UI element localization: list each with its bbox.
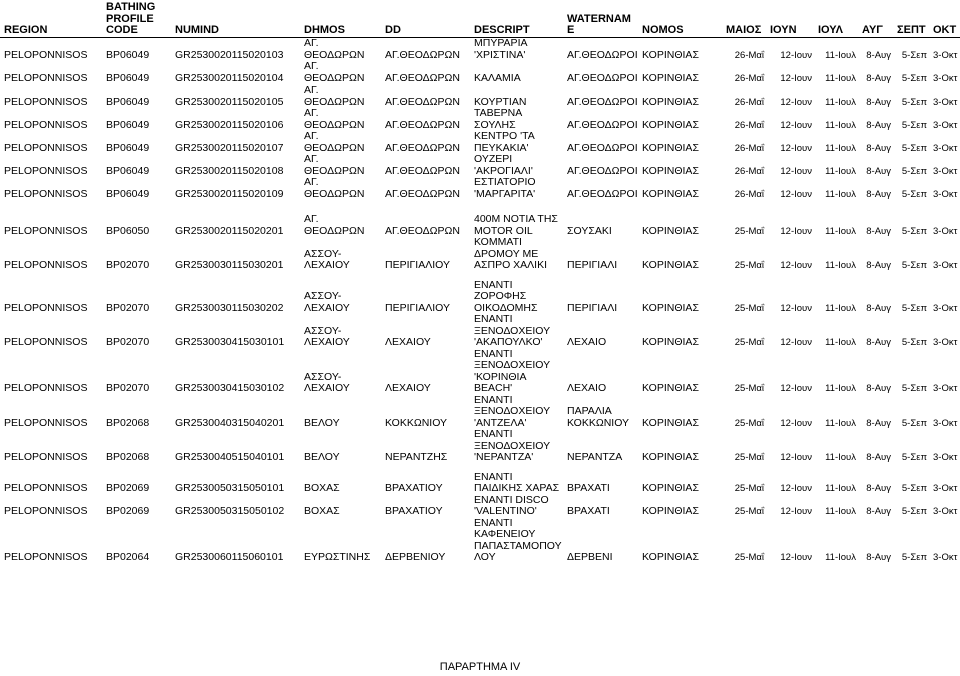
date-aug-cell: 8-Αυγ [866, 142, 891, 154]
dd-cell: ΒΡΑΧΑΤΙΟΥ [385, 482, 443, 494]
nomos-cell: ΚΟΡΙΝΘΙΑΣ [642, 301, 699, 314]
nomos-cell: ΚΟΡΙΝΘΙΑΣ [642, 551, 699, 563]
date-aug-cell: 8-Αυγ [866, 552, 891, 563]
date-jul-cell: 11-Ιουλ [825, 72, 856, 84]
date-jul-cell: 11-Ιουλ [825, 383, 856, 394]
date-may-cell: 25-Μαΐ [734, 260, 764, 271]
table-row [0, 314, 960, 349]
numind-cell: GR2530030115030202 [175, 301, 284, 314]
code-cell: BP02070 [106, 382, 150, 394]
dhmos-cell: ΑΓ. ΘΕΟΔΩΡΩΝ [304, 154, 365, 177]
descript-cell: ΕΝΑΝΤΙ ΞΕΝΟΔΟΧΕΙΟΥ 'ΑΝΤΖΕΛΑ' [474, 394, 550, 429]
code-cell: BP02068 [106, 416, 150, 429]
date-oct-cell: 3-Οκτ [933, 165, 958, 177]
dhmos-cell: ΑΣΣΟΥ-ΛΕΧΑΙΟΥ [304, 247, 350, 271]
column-header: ΙΟΥΛ [814, 0, 858, 37]
numind-cell: GR2530030415030102 [175, 382, 285, 394]
nomos-cell: ΚΟΡΙΝΘΙΑΣ [642, 224, 699, 237]
column-header: DHMOS [300, 0, 381, 37]
dd-cell: ΑΓ.ΘΕΟΔΩΡΩΝ [385, 224, 460, 237]
numind-cell: GR2530020115020108 [175, 164, 284, 177]
date-jul-cell: 11-Ιουλ [825, 417, 856, 429]
region-cell: PELOPONNISOS [4, 259, 88, 271]
watername-cell: ΔΕΡΒΕΝΙ [567, 551, 613, 563]
date-may-cell: 26-Μαΐ [734, 49, 764, 61]
date-sep-cell: 5-Σεπ [901, 142, 927, 154]
table-row [0, 37, 960, 61]
dd-cell: ΑΓ.ΘΕΟΔΩΡΩΝ [385, 187, 460, 200]
region-cell: PELOPONNISOS [4, 118, 88, 131]
table-row [0, 131, 960, 154]
date-oct-cell: 3-Οκτ [933, 49, 958, 61]
date-sep-cell: 5-Σεπ [901, 417, 927, 429]
descript-cell: ΚΕΝΤΡΟ 'ΤΑ ΠΕΥΚΑΚΙΑ' [474, 131, 535, 154]
date-aug-cell: 8-Αυγ [866, 417, 891, 429]
date-jul-cell: 11-Ιουλ [825, 552, 856, 563]
date-jun-cell: 12-Ιουν [780, 383, 812, 394]
date-aug-cell: 8-Αυγ [866, 96, 891, 108]
date-jun-cell: 12-Ιουν [780, 260, 812, 271]
descript-cell: ΚΑΛΑΜΙΑ [474, 71, 521, 84]
date-oct-cell: 3-Οκτ [933, 188, 958, 200]
date-aug-cell: 8-Αυγ [866, 302, 891, 314]
region-cell: PELOPONNISOS [4, 382, 88, 394]
descript-cell: ΕΣΤΙΑΤΟΡΙΟ 'ΜΑΡΓΑΡΙΤΑ' [474, 177, 536, 200]
date-aug-cell: 8-Αυγ [866, 483, 891, 494]
nomos-cell: ΚΟΡΙΝΘΙΑΣ [642, 71, 699, 84]
date-jun-cell: 12-Ιουν [780, 165, 812, 177]
watername-cell: ΑΓ.ΘΕΟΔΩΡΟΙ [567, 71, 638, 84]
dd-cell: ΚΟΚΚΩΝΙΟΥ [385, 416, 448, 429]
date-may-cell: 25-Μαΐ [734, 552, 764, 563]
dhmos-cell: ΒΕΛΟΥ [304, 416, 340, 429]
code-cell: BP02070 [106, 259, 150, 271]
numind-cell: GR2530030415030101 [175, 336, 285, 348]
date-sep-cell: 5-Σεπ [901, 260, 927, 271]
dhmos-cell: ΑΣΣΟΥ-ΛΕΧΑΙΟΥ [304, 370, 350, 394]
dhmos-cell: ΒΟΧΑΣ [304, 482, 340, 494]
descript-cell: ΕΝΑΝΤΙ ΞΕΝΟΔΟΧΕΙΟΥ 'ΚΟΡΙΝΘΙΑ BEACH' [474, 348, 550, 394]
date-jun-cell: 12-Ιουν [780, 188, 812, 200]
numind-cell: GR2530040315040201 [175, 416, 285, 429]
watername-cell: ΝΕΡΑΝΤΖΑ [567, 451, 623, 463]
date-jul-cell: 11-Ιουλ [825, 506, 856, 517]
column-header: ΙΟΥΝ [766, 0, 814, 37]
nomos-cell: ΚΟΡΙΝΘΙΑΣ [642, 451, 699, 463]
date-sep-cell: 5-Σεπ [901, 337, 927, 348]
column-header: ΑΥΓ [858, 0, 893, 37]
watername-cell: ΑΓ.ΘΕΟΔΩΡΟΙ [567, 48, 638, 61]
date-aug-cell: 8-Αυγ [866, 119, 891, 131]
code-cell: BP06049 [106, 118, 150, 131]
date-may-cell: 25-Μαΐ [734, 483, 764, 494]
table-row [0, 61, 960, 84]
date-jun-cell: 12-Ιουν [780, 552, 812, 563]
date-aug-cell: 8-Αυγ [866, 188, 891, 200]
nomos-cell: ΚΟΡΙΝΘΙΑΣ [642, 416, 699, 429]
dd-cell: ΑΓ.ΘΕΟΔΩΡΩΝ [385, 164, 460, 177]
code-cell: BP02070 [106, 301, 150, 314]
descript-cell: ΕΝΑΝΤΙ ΠΑΙΔΙΚΗΣ ΧΑΡΑΣ [474, 471, 560, 494]
date-oct-cell: 3-Οκτ [933, 452, 958, 463]
numind-cell: GR2530030115030201 [175, 259, 284, 271]
date-may-cell: 25-Μαΐ [734, 302, 764, 314]
watername-cell: ΠΕΡΙΓΙΑΛΙ [567, 259, 618, 271]
column-header: BATHING PROFILE CODE [102, 0, 171, 37]
code-cell: BP06049 [106, 141, 150, 154]
table-row [0, 177, 960, 200]
date-may-cell: 25-Μαΐ [734, 337, 764, 348]
date-may-cell: 26-Μαΐ [734, 119, 764, 131]
date-aug-cell: 8-Αυγ [866, 225, 891, 237]
table-row [0, 237, 960, 272]
date-jun-cell: 12-Ιουν [780, 142, 812, 154]
descript-cell: ΕΝΑΝΤΙ ΖΟΡΟΦΗΣ ΟΙΚΟΔΟΜΗΣ [474, 279, 538, 314]
date-sep-cell: 5-Σεπ [901, 225, 927, 237]
date-oct-cell: 3-Οκτ [933, 72, 958, 84]
code-cell: BP02069 [106, 482, 150, 494]
date-oct-cell: 3-Οκτ [933, 506, 958, 517]
column-header: DESCRIPT [470, 0, 563, 37]
watername-cell: ΠΑΡΑΛΙΑ ΚΟΚΚΩΝΙΟΥ [567, 405, 630, 429]
column-header: NUMIND [171, 0, 300, 37]
dd-cell: ΠΕΡΙΓΙΑΛΙΟΥ [385, 301, 450, 314]
dd-cell: ΛΕΧΑΙΟΥ [385, 382, 431, 394]
date-aug-cell: 8-Αυγ [866, 506, 891, 517]
numind-cell: GR2530020115020104 [175, 71, 284, 84]
nomos-cell: ΚΟΡΙΝΘΙΑΣ [642, 48, 699, 61]
descript-cell: ΕΝΑΝΤΙ DISCO 'VALENTINO' [474, 494, 549, 517]
date-jul-cell: 11-Ιουλ [825, 188, 856, 200]
watername-cell: ΑΓ.ΘΕΟΔΩΡΟΙ [567, 118, 638, 131]
date-oct-cell: 3-Οκτ [933, 383, 958, 394]
numind-cell: GR2530020115020106 [175, 118, 284, 131]
region-cell: PELOPONNISOS [4, 505, 88, 517]
descript-cell: ΕΝΑΝΤΙ ΞΕΝΟΔΟΧΕΙΟΥ 'ΝΕΡΑΝΤΖΑ' [474, 429, 550, 463]
date-jul-cell: 11-Ιουλ [825, 165, 856, 177]
date-may-cell: 26-Μαΐ [734, 96, 764, 108]
region-cell: PELOPONNISOS [4, 416, 88, 429]
date-may-cell: 25-Μαΐ [734, 452, 764, 463]
region-cell: PELOPONNISOS [4, 164, 88, 177]
date-sep-cell: 5-Σεπ [901, 383, 927, 394]
date-oct-cell: 3-Οκτ [933, 119, 958, 131]
table-row [0, 395, 960, 430]
watername-cell: ΣΟΥΣΑΚΙ [567, 224, 612, 237]
column-header: REGION [0, 0, 102, 37]
descript-cell: ΜΠΥΡΑΡΙΑ 'ΧΡΙΣΤΙΝΑ' [474, 37, 527, 61]
region-cell: PELOPONNISOS [4, 71, 88, 84]
date-sep-cell: 5-Σεπ [901, 72, 927, 84]
spacer-cell [0, 464, 960, 472]
table-row [0, 349, 960, 395]
dd-cell: ΠΕΡΙΓΙΑΛΙΟΥ [385, 259, 450, 271]
table-row [0, 84, 960, 108]
dd-cell: ΑΓ.ΘΕΟΔΩΡΩΝ [385, 141, 460, 154]
date-aug-cell: 8-Αυγ [866, 337, 891, 348]
code-cell: BP06049 [106, 164, 150, 177]
dd-cell: ΛΕΧΑΙΟΥ [385, 336, 431, 348]
date-may-cell: 25-Μαΐ [734, 383, 764, 394]
date-jul-cell: 11-Ιουλ [825, 452, 856, 463]
date-sep-cell: 5-Σεπ [901, 552, 927, 563]
column-header: NOMOS [638, 0, 722, 37]
date-oct-cell: 3-Οκτ [933, 417, 958, 429]
watername-cell: ΒΡΑΧΑΤΙ [567, 505, 610, 517]
date-jun-cell: 12-Ιουν [780, 302, 812, 314]
date-jun-cell: 12-Ιουν [780, 417, 812, 429]
numind-cell: GR2530050315050101 [175, 482, 285, 494]
spacer-row [0, 200, 960, 208]
dhmos-cell: ΑΓ. ΘΕΟΔΩΡΩΝ [304, 61, 365, 84]
spacer-cell [0, 272, 960, 280]
watername-cell: ΑΓ.ΘΕΟΔΩΡΟΙ [567, 95, 638, 108]
descript-cell: ΟΥΖΕΡΙ 'ΑΚΡΟΓΙΑΛΙ' [474, 154, 533, 177]
date-sep-cell: 5-Σεπ [901, 165, 927, 177]
date-aug-cell: 8-Αυγ [866, 49, 891, 61]
dhmos-cell: ΒΟΧΑΣ [304, 505, 340, 517]
nomos-cell: ΚΟΡΙΝΘΙΑΣ [642, 382, 699, 394]
date-sep-cell: 5-Σεπ [901, 49, 927, 61]
date-oct-cell: 3-Οκτ [933, 483, 958, 494]
spacer-cell [0, 200, 960, 208]
nomos-cell: ΚΟΡΙΝΘΙΑΣ [642, 95, 699, 108]
date-sep-cell: 5-Σεπ [901, 96, 927, 108]
watername-cell: ΒΡΑΧΑΤΙ [567, 482, 610, 494]
region-cell: PELOPONNISOS [4, 482, 88, 494]
nomos-cell: ΚΟΡΙΝΘΙΑΣ [642, 336, 699, 348]
date-oct-cell: 3-Οκτ [933, 302, 958, 314]
date-oct-cell: 3-Οκτ [933, 552, 958, 563]
date-jul-cell: 11-Ιουλ [825, 49, 856, 61]
spacer-row [0, 464, 960, 472]
numind-cell: GR2530020115020201 [175, 224, 284, 237]
date-oct-cell: 3-Οκτ [933, 337, 958, 348]
date-jul-cell: 11-Ιουλ [825, 119, 856, 131]
nomos-cell: ΚΟΡΙΝΘΙΑΣ [642, 164, 699, 177]
nomos-cell: ΚΟΡΙΝΘΙΑΣ [642, 259, 699, 271]
date-jul-cell: 11-Ιουλ [825, 142, 856, 154]
descript-cell: ΕΝΑΝΤΙ ΚΑΦΕΝΕΙΟΥ ΠΑΠΑΣΤΑΜΟΠΟΥ ΛΟΥ [474, 517, 562, 563]
date-may-cell: 25-Μαΐ [734, 506, 764, 517]
watername-cell: ΛΕΧΑΙΟ [567, 382, 607, 394]
numind-cell: GR2530020115020105 [175, 95, 284, 108]
date-jun-cell: 12-Ιουν [780, 452, 812, 463]
table-row [0, 280, 960, 315]
nomos-cell: ΚΟΡΙΝΘΙΑΣ [642, 118, 699, 131]
date-aug-cell: 8-Αυγ [866, 383, 891, 394]
region-cell: PELOPONNISOS [4, 301, 88, 314]
date-oct-cell: 3-Οκτ [933, 225, 958, 237]
date-may-cell: 25-Μαΐ [734, 225, 764, 237]
watername-cell: ΑΓ.ΘΕΟΔΩΡΟΙ [567, 187, 638, 200]
numind-cell: GR2530060115060101 [175, 551, 284, 563]
date-aug-cell: 8-Αυγ [866, 452, 891, 463]
column-header: WATERNAME [563, 0, 638, 37]
date-sep-cell: 5-Σεπ [901, 483, 927, 494]
watername-cell: ΛΕΧΑΙΟ [567, 336, 607, 348]
code-cell: BP06050 [106, 224, 150, 237]
descript-cell: ΤΑΒΕΡΝΑ ΣΟΥΛΗΣ [474, 108, 522, 131]
dhmos-cell: ΑΓ. ΘΕΟΔΩΡΩΝ [304, 84, 365, 108]
date-jul-cell: 11-Ιουλ [825, 302, 856, 314]
numind-cell: GR2530020115020107 [175, 141, 284, 154]
region-cell: PELOPONNISOS [4, 141, 88, 154]
dd-cell: ΑΓ.ΘΕΟΔΩΡΩΝ [385, 71, 460, 84]
dd-cell: ΝΕΡΑΝΤΖΗΣ [385, 451, 448, 463]
region-cell: PELOPONNISOS [4, 451, 88, 463]
dhmos-cell: ΑΓ. ΘΕΟΔΩΡΩΝ [304, 177, 365, 200]
date-jun-cell: 12-Ιουν [780, 225, 812, 237]
table-row [0, 429, 960, 464]
dd-cell: ΔΕΡΒΕΝΙΟΥ [385, 551, 446, 563]
date-aug-cell: 8-Αυγ [866, 165, 891, 177]
region-cell: PELOPONNISOS [4, 336, 88, 348]
dhmos-cell: ΑΓ. ΘΕΟΔΩΡΩΝ [304, 108, 365, 131]
table-row [0, 495, 960, 518]
table-row [0, 208, 960, 237]
column-header: ΜΑΙΟΣ [722, 0, 766, 37]
dhmos-cell: ΑΓ. ΘΕΟΔΩΡΩΝ [304, 213, 365, 237]
column-header: ΟΚΤ [929, 0, 960, 37]
date-may-cell: 26-Μαΐ [734, 165, 764, 177]
table-row [0, 472, 960, 495]
code-cell: BP06049 [106, 95, 150, 108]
date-jun-cell: 12-Ιουν [780, 337, 812, 348]
date-jun-cell: 12-Ιουν [780, 96, 812, 108]
nomos-cell: ΚΟΡΙΝΘΙΑΣ [642, 505, 699, 517]
date-aug-cell: 8-Αυγ [866, 260, 891, 271]
dd-cell: ΑΓ.ΘΕΟΔΩΡΩΝ [385, 95, 460, 108]
nomos-cell: ΚΟΡΙΝΘΙΑΣ [642, 141, 699, 154]
column-header: ΣΕΠΤ [893, 0, 929, 37]
date-may-cell: 26-Μαΐ [734, 188, 764, 200]
header-row [0, 0, 960, 37]
watername-cell: ΑΓ.ΘΕΟΔΩΡΟΙ [567, 141, 638, 154]
dd-cell: ΒΡΑΧΑΤΙΟΥ [385, 505, 443, 517]
dhmos-cell: ΑΣΣΟΥ-ΛΕΧΑΙΟΥ [304, 324, 350, 348]
date-jul-cell: 11-Ιουλ [825, 225, 856, 237]
table-row [0, 108, 960, 131]
numind-cell: GR2530020115020109 [175, 187, 284, 200]
watername-cell: ΑΓ.ΘΕΟΔΩΡΟΙ [567, 164, 638, 177]
region-cell: PELOPONNISOS [4, 48, 88, 61]
region-cell: PELOPONNISOS [4, 95, 88, 108]
spacer-row [0, 272, 960, 280]
code-cell: BP06049 [106, 71, 150, 84]
code-cell: BP06049 [106, 187, 150, 200]
descript-cell: 400Μ ΝΟΤΙΑ ΤΗΣ MOTOR OIL [474, 213, 558, 237]
dhmos-cell: ΒΕΛΟΥ [304, 451, 340, 463]
table-row [0, 518, 960, 564]
code-cell: BP02064 [106, 551, 150, 563]
date-jul-cell: 11-Ιουλ [825, 483, 856, 494]
column-header: DD [381, 0, 470, 37]
date-jun-cell: 12-Ιουν [780, 119, 812, 131]
code-cell: BP06049 [106, 48, 150, 61]
date-jun-cell: 12-Ιουν [780, 483, 812, 494]
date-jun-cell: 12-Ιουν [780, 506, 812, 517]
descript-cell: ΚΟΜΜΑΤΙ ΔΡΟΜΟΥ ΜΕ ΑΣΠΡΟ ΧΑΛΙΚΙ [474, 237, 548, 271]
date-sep-cell: 5-Σεπ [901, 119, 927, 131]
date-aug-cell: 8-Αυγ [866, 72, 891, 84]
dd-cell: ΑΓ.ΘΕΟΔΩΡΩΝ [385, 118, 460, 131]
numind-cell: GR2530020115020103 [175, 48, 284, 61]
date-jun-cell: 12-Ιουν [780, 72, 812, 84]
date-sep-cell: 5-Σεπ [901, 302, 927, 314]
dhmos-cell: ΑΣΣΟΥ-ΛΕΧΑΙΟΥ [304, 290, 350, 314]
date-may-cell: 25-Μαΐ [734, 417, 764, 429]
annex-label: ΠΑΡΑΡΤΗΜΑ IV [439, 661, 521, 673]
region-cell: PELOPONNISOS [4, 224, 88, 237]
date-oct-cell: 3-Οκτ [933, 142, 958, 154]
region-cell: PELOPONNISOS [4, 187, 88, 200]
date-oct-cell: 3-Οκτ [933, 96, 958, 108]
numind-cell: GR2530040515040101 [175, 451, 285, 463]
dhmos-cell: ΑΓ. ΘΕΟΔΩΡΩΝ [304, 37, 365, 61]
date-jun-cell: 12-Ιουν [780, 49, 812, 61]
watername-cell: ΠΕΡΙΓΙΑΛΙ [567, 301, 618, 314]
dd-cell: ΑΓ.ΘΕΟΔΩΡΩΝ [385, 48, 460, 61]
date-jul-cell: 11-Ιουλ [825, 260, 856, 271]
code-cell: BP02068 [106, 451, 150, 463]
date-sep-cell: 5-Σεπ [901, 506, 927, 517]
numind-cell: GR2530050315050102 [175, 505, 285, 517]
date-may-cell: 26-Μαΐ [734, 72, 764, 84]
date-sep-cell: 5-Σεπ [901, 452, 927, 463]
descript-cell: ΕΝΑΝΤΙ ΞΕΝΟΔΟΧΕΙΟΥ 'ΑΚΑΠΟΥΛΚΟ' [474, 314, 550, 348]
dhmos-cell: ΑΓ. ΘΕΟΔΩΡΩΝ [304, 131, 365, 154]
date-jul-cell: 11-Ιουλ [825, 337, 856, 348]
date-may-cell: 26-Μαΐ [734, 142, 764, 154]
date-oct-cell: 3-Οκτ [933, 260, 958, 271]
descript-cell: ΚΟΥΡΤΙΑΝ [474, 95, 527, 108]
date-sep-cell: 5-Σεπ [901, 188, 927, 200]
code-cell: BP02070 [106, 336, 150, 348]
region-cell: PELOPONNISOS [4, 551, 88, 563]
nomos-cell: ΚΟΡΙΝΘΙΑΣ [642, 482, 699, 494]
code-cell: BP02069 [106, 505, 150, 517]
nomos-cell: ΚΟΡΙΝΘΙΑΣ [642, 187, 699, 200]
dhmos-cell: ΕΥΡΩΣΤΙΝΗΣ [304, 551, 371, 563]
date-jul-cell: 11-Ιουλ [825, 96, 856, 108]
table-row [0, 154, 960, 177]
